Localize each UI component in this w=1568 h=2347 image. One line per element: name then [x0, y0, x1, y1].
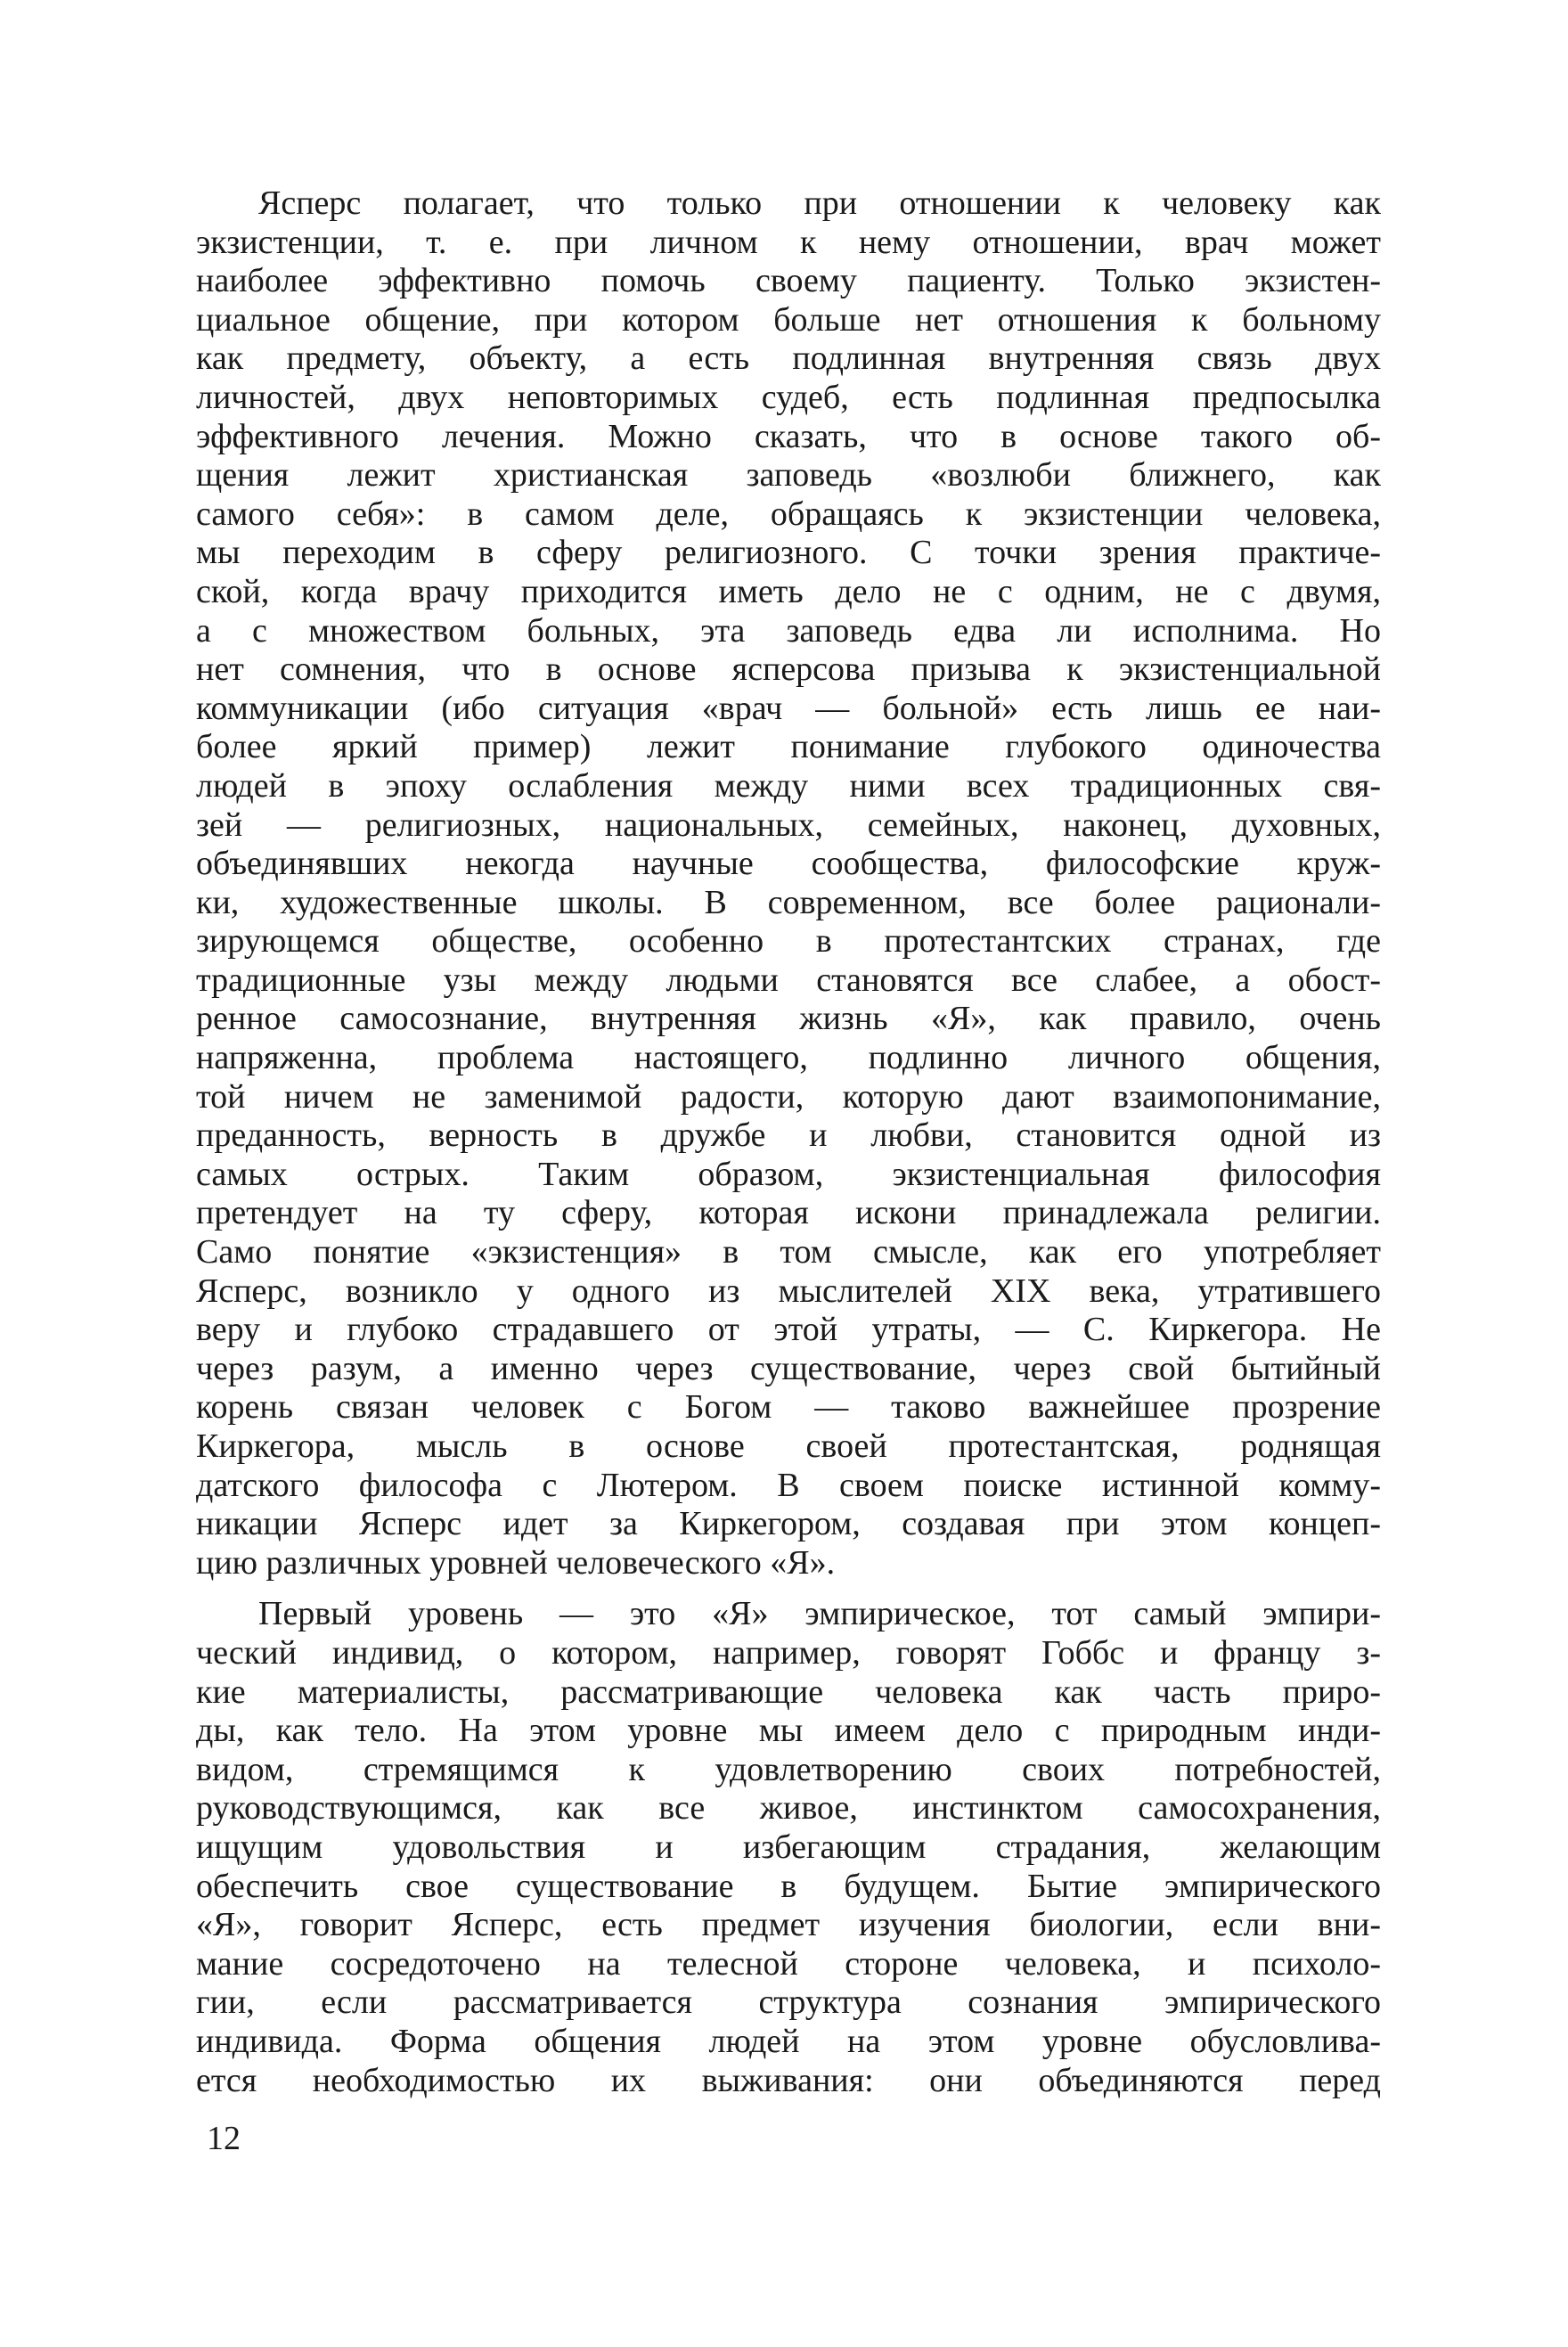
text-line: ды, как тело. На этом уровне мы имеем дело с природным инди- [196, 1712, 1381, 1750]
page-number: 12 [207, 2120, 241, 2157]
text-line: эффективного лечения. Можно сказать, что в основе такого об- [196, 417, 1381, 455]
text-line: ищущим удовольствия и избегающим страдания, желающим [196, 1828, 1381, 1866]
text-line: мы переходим в сферу религиозного. С точки зрения практиче- [196, 534, 1381, 572]
text-line: зей — религиозных, национальных, семейных, наконец, духовных, [196, 806, 1381, 844]
text-line: претендует на ту сферу, которая искони принадлежала религии. [196, 1194, 1381, 1232]
text-line: зирующемся обществе, особенно в протестантских странах, где [196, 922, 1381, 961]
text-line: личностей, двух неповторимых судеб, есть подлинная предпосылка [196, 378, 1381, 416]
text-line: людей в эпоху ослабления между ними всех традиционных свя- [196, 766, 1381, 805]
text-line: гии, если рассматривается структура сознания эмпирического [196, 1983, 1381, 2022]
text-line: ренное самосознание, внутренняя жизнь «Я», как правило, очень [196, 1000, 1381, 1038]
text-line: руководствующимся, как все живое, инстинктом самосохранения, [196, 1789, 1381, 1828]
text-line: обеспечить свое существование в будущем. Бытие эмпирического [196, 1867, 1381, 1905]
paragraph-2 [196, 1595, 1381, 2100]
text-line: преданность, верность в дружбе и любви, становится одной из [196, 1116, 1381, 1155]
text-line: корень связан человек с Богом — таково важнейшее прозрение [196, 1388, 1381, 1427]
text-line: датского философа с Лютером. В своем поиске истинной комму- [196, 1466, 1381, 1504]
text-line: ческий индивид, о котором, например, говорят Гоббс и францу з- [196, 1633, 1381, 1672]
text-line: традиционные узы между людьми становятся все слабее, а обост- [196, 961, 1381, 999]
text-line: Ясперс, возникло у одного из мыслителей XIX века, утратившего [196, 1272, 1381, 1310]
text-line: самого себя»: в самом деле, обращаясь к экзистенции человека, [196, 495, 1381, 533]
text-line: видом, стремящимся к удовлетворению своих потребностей, [196, 1750, 1381, 1788]
text-line: Ясперс полагает, что только при отношении к человеку как [258, 184, 1381, 222]
text-line: как предмету, объекту, а есть подлинная внутренняя связь двух [196, 339, 1381, 378]
text-line: наиболее эффективно помочь своему пациенту. Только экзистен- [196, 262, 1381, 300]
text-line: никации Ясперс идет за Киркегором, создавая при этом концеп- [196, 1505, 1381, 1543]
text-line: Первый уровень — это «Я» эмпирическое, тот самый эмпири- [258, 1595, 1381, 1633]
text-line: циальное общение, при котором больше нет отношения к больному [196, 300, 1381, 339]
text-line: ки, художественные школы. В современном, все более рационали- [196, 883, 1381, 921]
text-line: а с множеством больных, эта заповедь едва ли исполнима. Но [196, 611, 1381, 650]
text-line: веру и глубоко страдавшего от этой утраты, — С. Киркегора. Не [196, 1311, 1381, 1349]
text-line: коммуникации (ибо ситуация «врач — больной» есть лишь ее наи- [196, 689, 1381, 727]
text-line: «Я», говорит Ясперс, есть предмет изучения биологии, если вни- [196, 1906, 1381, 1944]
text-line: щения лежит христианская заповедь «возлюби ближнего, как [196, 456, 1381, 495]
text-line: напряженна, проблема настоящего, подлинно личного общения, [196, 1039, 1381, 1077]
text-line: индивида. Форма общения людей на этом уровне обусловлива- [196, 2022, 1381, 2060]
text-line: цию различных уровней человеческого «Я». [196, 1543, 836, 1582]
text-line: Само понятие «экзистенция» в том смысле, как его употребляет [196, 1233, 1381, 1272]
text-line: ской, когда врачу приходится иметь дело не с одним, не с двумя, [196, 572, 1381, 610]
body-text [196, 184, 1381, 2100]
text-line: более яркий пример) лежит понимание глубокого одиночества [196, 728, 1381, 766]
text-line: экзистенции, т. е. при личном к нему отношении, врач может [196, 223, 1381, 261]
text-line: самых острых. Таким образом, экзистенциальная философия [196, 1155, 1381, 1193]
text-line: через разум, а именно через существование, через свой бытийный [196, 1349, 1381, 1387]
paragraph-1 [196, 184, 1381, 1582]
text-line: той ничем не заменимой радости, которую дают взаимопонимание, [196, 1077, 1381, 1116]
text-line: кие материалисты, рассматривающие человека как часть приро- [196, 1672, 1381, 1711]
text-line: объединявших некогда научные сообщества, философские круж- [196, 845, 1381, 883]
text-line: Киркегора, мысль в основе своей протестантская, роднящая [196, 1427, 1381, 1465]
text-line: нет сомнения, что в основе ясперсова призыва к экзистенциальной [196, 650, 1381, 689]
text-line: мание сосредоточено на телесной стороне человека, и психоло- [196, 1944, 1381, 1983]
text-line: ется необходимостью их выживания: они объединяются перед [196, 2061, 1381, 2099]
